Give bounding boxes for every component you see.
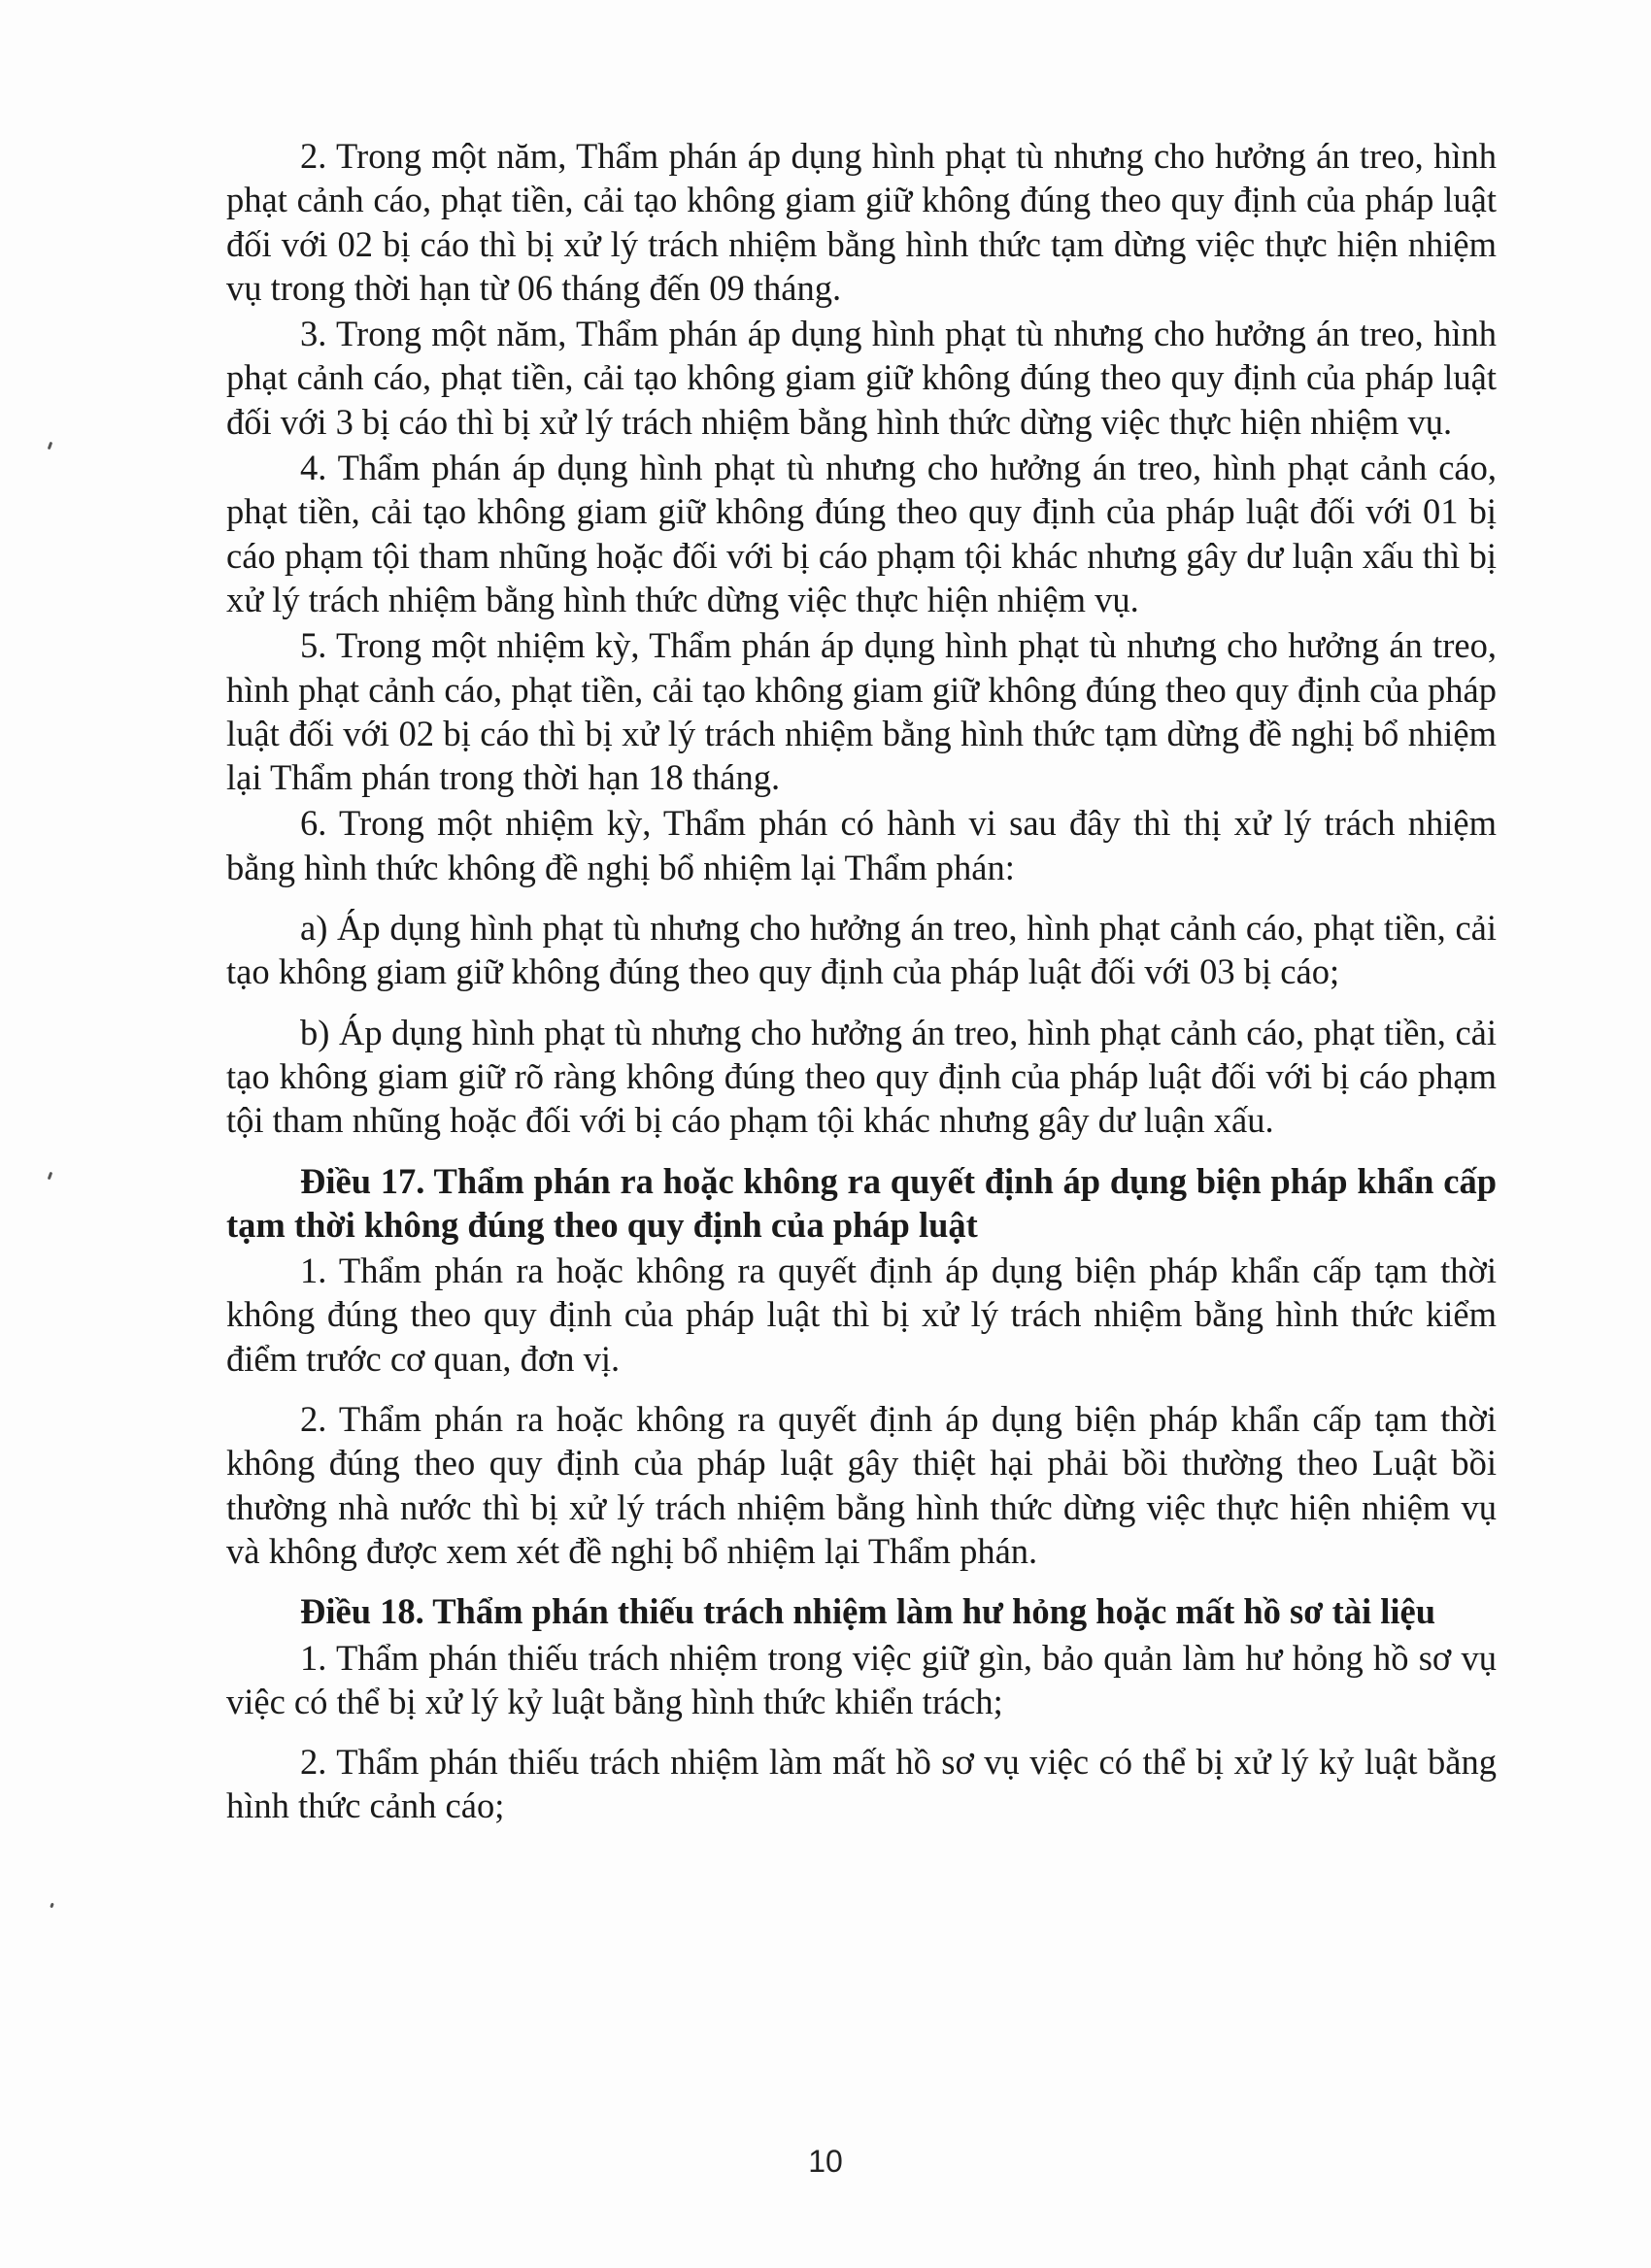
article17-heading: Điều 17. Thẩm phán ra hoặc không ra quyết định áp dụng biện pháp khẩn cấp tạm thời không đúng theo quy định của pháp luật (226, 1160, 1497, 1245)
article17-item-1: 1. Thẩm phán ra hoặc không ra quyết định áp dụng biện pháp khẩn cấp tạm thời không đúng theo quy định của pháp luật thì bị xử lý trách nhiệm bằng hình thức kiểm điểm trước cơ quan, đơn vị. (226, 1251, 1497, 1379)
article18-item-2: 2. Thẩm phán thiếu trách nhiệm làm mất hồ sơ vụ việc có thể bị xử lý kỷ luật bằng hình thức cảnh cáo; (226, 1742, 1497, 1826)
article16-item-5: 5. Trong một nhiệm kỳ, Thẩm phán áp dụng hình phạt tù nhưng cho hưởng án treo, hình phạt cảnh cáo, phạt tiền, cải tạo không giam giữ không đúng theo quy định của pháp luật đối với 02 bị cáo thì bị xử lý trách nhiệm bằng hình thức tạm dừng đề nghị bổ nhiệm lại Thẩm phán trong thời hạn 18 tháng. (226, 625, 1497, 798)
article16-item-6: 6. Trong một nhiệm kỳ, Thẩm phán có hành vi sau đây thì thị xử lý trách nhiệm bằng hình thức không đề nghị bổ nhiệm lại Thẩm phán: (226, 803, 1497, 887)
article18-heading: Điều 18. Thẩm phán thiếu trách nhiệm làm hư hỏng hoặc mất hồ sơ tài liệu (300, 1591, 1436, 1632)
article16-item-6b: b) Áp dụng hình phạt tù nhưng cho hưởng án treo, hình phạt cảnh cáo, phạt tiền, cải tạo không giam giữ rõ ràng không đúng theo quy định của pháp luật đối với bị cáo phạm tội tham nhũng hoặc đối với bị cáo phạm tội khác nhưng gây dư luận xấu. (226, 1012, 1497, 1141)
article17-item-2: 2. Thẩm phán ra hoặc không ra quyết định áp dụng biện pháp khẩn cấp tạm thời không đúng theo quy định của pháp luật gây thiệt hại phải bồi thường theo Luật bồi thường nhà nước thì bị xử lý trách nhiệm bằng hình thức dừng việc thực hiện nhiệm vụ và không được xem xét đề nghị bổ nhiệm lại Thẩm phán. (226, 1399, 1497, 1571)
page-number: 10 (808, 2144, 843, 2179)
article16-item-4: 4. Thẩm phán áp dụng hình phạt tù nhưng cho hưởng án treo, hình phạt cảnh cáo, phạt tiền, cải tạo không giam giữ không đúng theo quy định của pháp luật đối với 01 bị cáo phạm tội tham nhũng hoặc đối với bị cáo phạm tội khác nhưng gây dư luận xấu thì bị xử lý trách nhiệm bằng hình thức dừng việc thực hiện nhiệm vụ. (226, 448, 1497, 619)
article16-item-2: 2. Trong một năm, Thẩm phán áp dụng hình phạt tù nhưng cho hưởng án treo, hình phạt cảnh cáo, phạt tiền, cải tạo không giam giữ không đúng theo quy định của pháp luật đối với 02 bị cáo thì bị xử lý trách nhiệm bằng hình thức tạm dừng việc thực hiện nhiệm vụ trong thời hạn từ 06 tháng đến 09 tháng. (226, 136, 1497, 308)
article16-item-3: 3. Trong một năm, Thẩm phán áp dụng hình phạt tù nhưng cho hưởng án treo, hình phạt cảnh cáo, phạt tiền, cải tạo không giam giữ không đúng theo quy định của pháp luật đối với 3 bị cáo thì bị xử lý trách nhiệm bằng hình thức dừng việc thực hiện nhiệm vụ. (226, 314, 1497, 442)
scan-speck (48, 442, 53, 450)
document-body (226, 134, 1497, 1828)
article16-item-6a: a) Áp dụng hình phạt tù nhưng cho hưởng án treo, hình phạt cảnh cáo, phạt tiền, cải tạo không giam giữ không đúng theo quy định của pháp luật đối với 03 bị cáo; (226, 908, 1497, 992)
scan-speck (48, 1172, 53, 1181)
article18-item-1: 1. Thẩm phán thiếu trách nhiệm trong việc giữ gìn, bảo quản làm hư hỏng hồ sơ vụ việc có thể bị xử lý kỷ luật bằng hình thức khiển trách; (226, 1637, 1497, 1721)
scan-speck (50, 1903, 54, 1909)
